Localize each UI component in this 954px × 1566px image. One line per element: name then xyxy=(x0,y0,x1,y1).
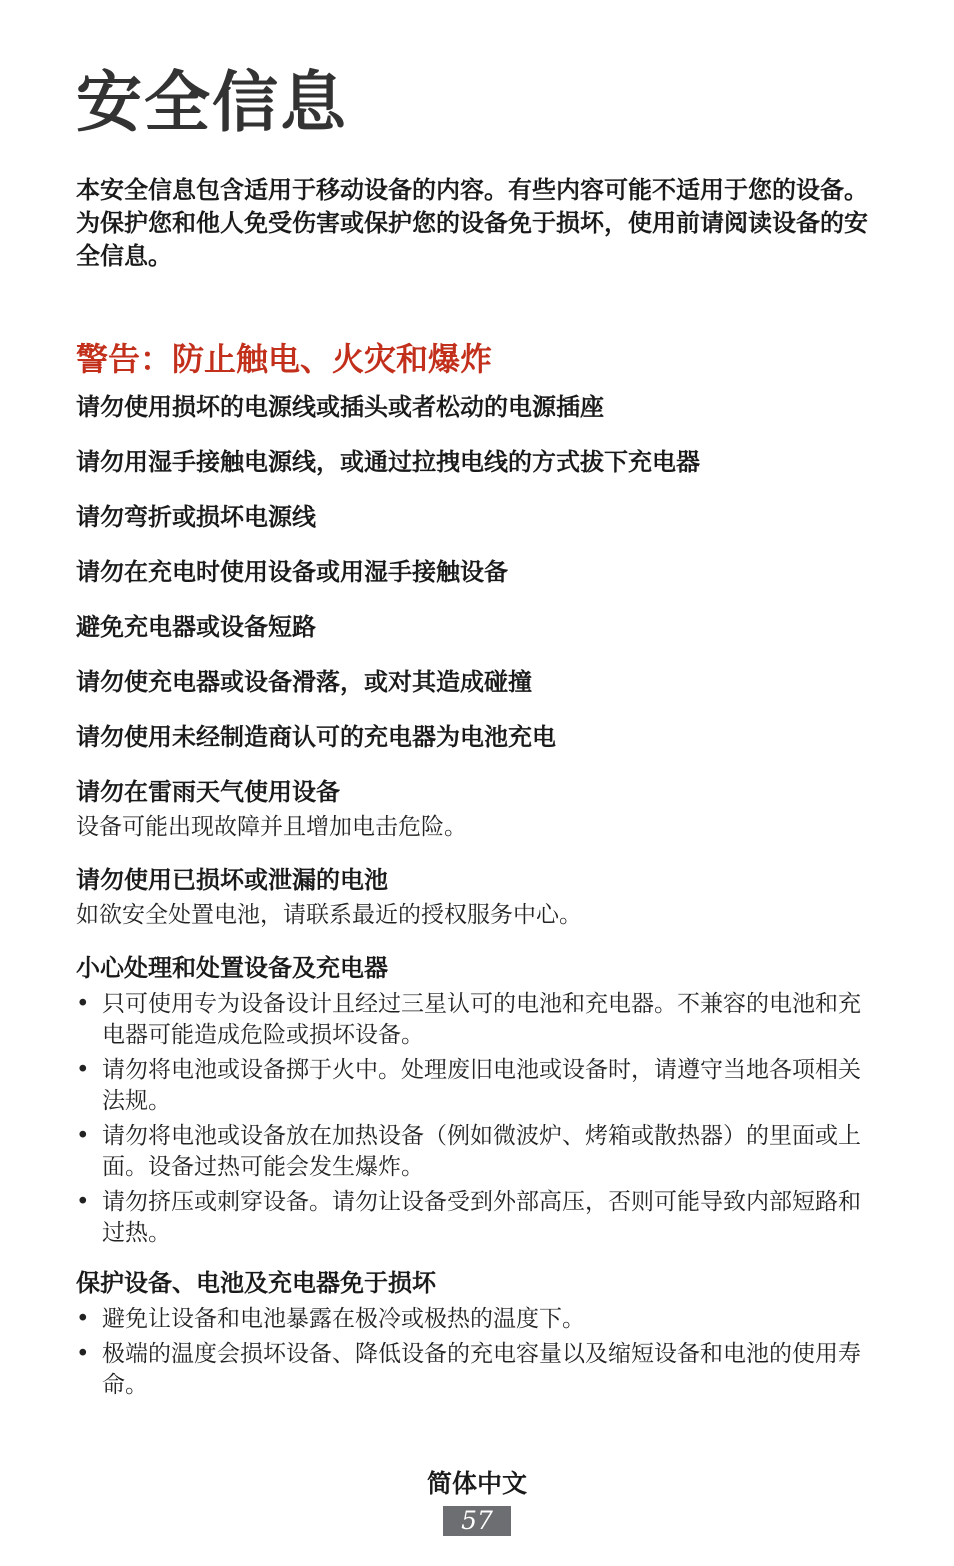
warning-heading: 请勿弯折或损坏电源线 xyxy=(76,503,316,531)
bullet-item: • 请勿将电池或设备放在加热设备（例如微波炉、烤箱或散热器）的里面或上面。设备过热可能会发生爆炸。 xyxy=(76,1121,876,1183)
warning-heading: 请勿使用损坏的电源线或插头或者松动的电源插座 xyxy=(76,393,604,421)
battery-desc: 如欲安全处置电池，请联系最近的授权服务中心。 xyxy=(76,902,582,928)
warning-heading: 避免充电器或设备短路 xyxy=(76,613,316,641)
thunder-heading: 请勿在雷雨天气使用设备 xyxy=(76,778,340,806)
warning-heading: 请勿在充电时使用设备或用湿手接触设备 xyxy=(76,558,508,586)
thunder-desc: 设备可能出现故障并且增加电击危险。 xyxy=(76,814,467,840)
protect-heading: 保护设备、电池及充电器免于损坏 xyxy=(76,1269,436,1297)
battery-heading: 请勿使用已损坏或泄漏的电池 xyxy=(76,866,388,894)
page-content xyxy=(76,60,876,1419)
bullet-item: • 请勿将电池或设备掷于火中。处理废旧电池或设备时，请遵守当地各项相关法规。 xyxy=(76,1055,876,1117)
bullet-item: • 避免让设备和电池暴露在极冷或极热的温度下。 xyxy=(76,1304,876,1335)
bullet-item: • 只可使用专为设备设计且经过三星认可的电池和充电器。不兼容的电池和充电器可能造成危险或损坏设备。 xyxy=(76,989,876,1051)
handling-heading: 小心处理和处置设备及充电器 xyxy=(76,954,388,982)
warning-heading: 请勿用湿手接触电源线，或通过拉拽电线的方式拔下充电器 xyxy=(76,448,700,476)
footer-language: 简体中文 xyxy=(426,1469,527,1498)
handling-bullets xyxy=(76,989,876,1249)
bullet-item: • 极端的温度会损坏设备、降低设备的充电容量以及缩短设备和电池的使用寿命。 xyxy=(76,1339,876,1401)
protect-bullets xyxy=(76,1304,876,1401)
warning-list xyxy=(76,391,876,1401)
page-number: 57 xyxy=(443,1506,511,1536)
warning-heading: 请勿使充电器或设备滑落，或对其造成碰撞 xyxy=(76,668,532,696)
warning-heading: 请勿使用未经制造商认可的充电器为电池充电 xyxy=(76,723,556,751)
intro-paragraph: 本安全信息包含适用于移动设备的内容。有些内容可能不适用于您的设备。为保护您和他人免受伤害或保护您的设备免于损坏，使用前请阅读设备的安全信息。 xyxy=(76,176,868,270)
bullet-item: • 请勿挤压或刺穿设备。请勿让设备受到外部高压，否则可能导致内部短路和过热。 xyxy=(76,1187,876,1249)
warning-title: 警告：防止触电、火灾和爆炸 xyxy=(76,340,493,378)
page-title: 安全信息 xyxy=(76,64,348,141)
